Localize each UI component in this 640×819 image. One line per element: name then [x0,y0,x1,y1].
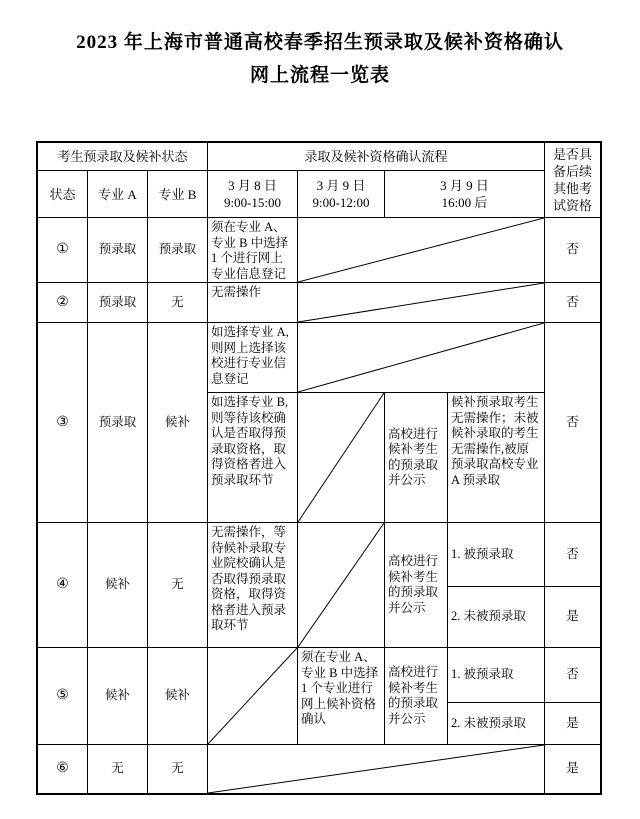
row2-major-a: 预录取 [88,283,148,323]
row2-status: ② [38,283,88,323]
row1-status: ① [38,218,88,283]
header-status-column: 状态 [38,171,88,218]
row3-case-a-time1-instruction: 如选择专业 A,则网上选择该校进行专业信息登记 [208,323,298,393]
header-confirm-process-group: 录取及候补资格确认流程 [208,143,545,171]
row6-major-b: 无 [148,745,208,793]
row1-major-a: 预录取 [88,218,148,283]
row3-major-a: 预录取 [88,323,148,523]
row4-outcome2: 2. 未被预录取 [448,587,545,648]
row2-time1-instruction: 无需操作 [208,283,298,323]
row4-major-b: 无 [148,523,208,648]
header-time3-range: 16:00 后 [441,195,488,210]
row5-outcome2: 2. 未被预录取 [448,703,545,745]
row3-major-b: 候补 [148,323,208,523]
row6-major-a: 无 [88,745,148,793]
row3-status: ③ [38,323,88,523]
header-time2-range: 9:00-12:00 [312,195,370,210]
row4-major-a: 候补 [88,523,148,648]
title-line-1: 2023 年上海市普通高校春季招生预录取及候补资格确认 [76,32,564,53]
diagonal-strike-icon [208,648,297,744]
diagonal-strike-icon [298,523,384,647]
row5-status: ⑤ [38,648,88,745]
row3-case-b-time1-instruction: 如选择专业 B,则等待该校确认是否取得预录取资格，取得资格者进入预录取环节 [208,393,298,523]
row4-time1-instruction: 无需操作，等待候补录取专业院校确认是否取得预录取资格，取得资格者进入预录取环节 [208,523,298,648]
row5-outcome1-eligibility: 否 [545,648,600,703]
row5-outcome2-eligibility: 是 [545,703,600,745]
process-table [36,141,602,795]
row4-status: ④ [38,523,88,648]
row1-eligibility: 否 [545,218,600,283]
header-time1-date: 3 月 8 日 [228,178,277,193]
row1-empty-diagonal-cell [298,218,545,283]
row5-major-b: 候补 [148,648,208,745]
diagonal-strike-icon [298,218,544,282]
row4-outcome2-eligibility: 是 [545,587,600,648]
row2-eligibility: 否 [545,283,600,323]
header-candidate-status-group: 考生预录取及候补状态 [38,143,208,171]
row4-outcome1-eligibility: 否 [545,523,600,587]
diagonal-strike-icon [298,283,544,322]
row3-eligibility: 否 [545,323,600,523]
row4-college-action: 高校进行候补考生的预录取并公示 [385,523,448,648]
row3-case-b-result: 候补预录取考生无需操作；未被候补录取的考生无需操作,被原预录取高校专业 A 预录取 [448,393,545,523]
diagonal-strike-icon [298,323,544,392]
header-time2-column [298,171,385,218]
row2-empty-diagonal-cell [298,283,545,323]
diagonal-strike-icon [298,393,384,522]
row4-outcome1: 1. 被预录取 [448,523,545,587]
row3-case-b-empty-diagonal-cell [298,393,385,523]
row5-time2-instruction: 须在专业 A、专业 B 中选择 1 个专业进行网上候补资格确认 [298,648,385,745]
row5-outcome1: 1. 被预录取 [448,648,545,703]
row6-eligibility: 是 [566,761,579,776]
header-time1-range: 9:00-15:00 [223,195,282,210]
row5-empty-diagonal-cell [208,648,298,745]
row3-case-a-empty-diagonal-cell [298,323,545,393]
header-major-b-column: 专业 B [148,171,208,218]
header-time1-column [208,171,298,218]
row4-empty-diagonal-cell [298,523,385,648]
header-major-a-column: 专业 A [88,171,148,218]
row2-major-b: 无 [148,283,208,323]
header-eligibility-column: 是否具备后续其他考试资格 [545,143,600,218]
header-time3-date: 3 月 9 日 [440,178,489,193]
row6-status: ⑥ [38,745,88,793]
row5-college-action: 高校进行候补考生的预录取并公示 [385,648,448,745]
row1-major-b: 预录取 [148,218,208,283]
header-time3-column [385,171,545,218]
row6-empty-diagonal-cell [208,745,545,793]
diagonal-strike-icon [208,745,544,793]
row1-time1-instruction: 须在专业 A、专业 B 中选择 1 个进行网上专业信息登记 [208,218,298,283]
document-title [0,0,640,92]
title-line-2: 网上流程一览表 [249,65,390,86]
header-time2-date: 3 月 9 日 [316,178,366,193]
row5-major-a: 候补 [88,648,148,745]
row3-case-b-college-action: 高校进行候补考生的预录取并公示 [385,393,448,523]
